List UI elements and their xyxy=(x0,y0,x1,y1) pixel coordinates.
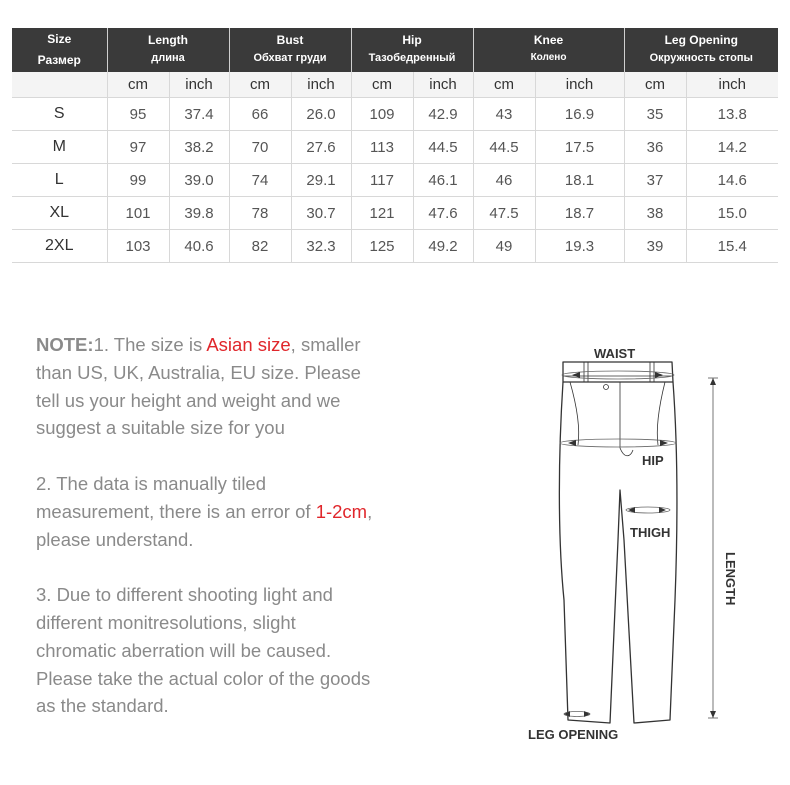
table-cell: 47.5 xyxy=(473,197,535,230)
waist-label: WAIST xyxy=(594,346,636,361)
table-cell: 78 xyxy=(229,197,291,230)
table-cell: 99 xyxy=(107,164,169,197)
table-cell: 36 xyxy=(624,131,686,164)
size-note xyxy=(36,331,376,748)
table-cell: 14.2 xyxy=(686,131,778,164)
pants-measurement-diagram xyxy=(520,340,780,750)
table-cell: 117 xyxy=(351,164,413,197)
hip-measure xyxy=(560,439,676,447)
size-label: S xyxy=(12,98,107,131)
note-paragraph-1 xyxy=(36,331,376,442)
hip-header-ru: Тазобедренный xyxy=(351,50,473,72)
unit-cell: inch xyxy=(413,72,473,98)
table-row xyxy=(12,197,778,230)
size-chart-table xyxy=(12,28,778,263)
table-cell: 15.0 xyxy=(686,197,778,230)
header-row-russian xyxy=(12,50,778,72)
unit-cell: cm xyxy=(229,72,291,98)
knee-header-ru: Колено xyxy=(473,50,624,72)
unit-cell: inch xyxy=(686,72,778,98)
table-cell: 39 xyxy=(624,230,686,263)
table-cell: 38.2 xyxy=(169,131,229,164)
size-header-ru: Размер xyxy=(37,53,81,67)
note-paragraph-2 xyxy=(36,470,376,553)
table-cell: 40.6 xyxy=(169,230,229,263)
thigh-measure xyxy=(626,507,670,513)
bust-header: Bust xyxy=(229,28,351,50)
unit-cell-empty xyxy=(12,72,107,98)
waist-measure xyxy=(562,371,674,379)
table-cell: 19.3 xyxy=(535,230,624,263)
table-row xyxy=(12,230,778,263)
note-text: , smaller than US, UK, Australia, EU size. Please tell us your height and weight and we suggest a suitable size for you xyxy=(36,334,361,439)
knee-header: Knee xyxy=(473,28,624,50)
table-cell: 46.1 xyxy=(413,164,473,197)
table-cell: 14.6 xyxy=(686,164,778,197)
table-cell: 27.6 xyxy=(291,131,351,164)
note-text: 1. The size is xyxy=(93,334,207,355)
table-cell: 66 xyxy=(229,98,291,131)
note-text: 2. The data is manually tiled measurement, there is an error of xyxy=(36,472,316,522)
length-label: LENGTH xyxy=(723,552,738,606)
size-label: M xyxy=(12,131,107,164)
table-cell: 18.7 xyxy=(535,197,624,230)
bust-header-ru: Обхват груди xyxy=(229,50,351,72)
unit-cell: inch xyxy=(535,72,624,98)
pants-outline xyxy=(559,362,677,723)
unit-cell: cm xyxy=(473,72,535,98)
size-header-en: Size xyxy=(47,32,72,46)
table-cell: 30.7 xyxy=(291,197,351,230)
length-measure xyxy=(708,378,718,718)
unit-cell: cm xyxy=(107,72,169,98)
asian-size-highlight: Asian size xyxy=(206,334,291,355)
length-header-ru: длина xyxy=(107,50,229,72)
table-cell: 74 xyxy=(229,164,291,197)
hip-label: HIP xyxy=(642,453,664,468)
table-cell: 18.1 xyxy=(535,164,624,197)
table-cell: 35 xyxy=(624,98,686,131)
table-cell: 26.0 xyxy=(291,98,351,131)
table-cell: 29.1 xyxy=(291,164,351,197)
table-row xyxy=(12,131,778,164)
unit-cell: inch xyxy=(291,72,351,98)
hip-header: Hip xyxy=(351,28,473,50)
size-label: XL xyxy=(12,197,107,230)
units-row xyxy=(12,72,778,98)
table-cell: 103 xyxy=(107,230,169,263)
table-cell: 37.4 xyxy=(169,98,229,131)
table-cell: 49 xyxy=(473,230,535,263)
table-cell: 101 xyxy=(107,197,169,230)
table-cell: 16.9 xyxy=(535,98,624,131)
table-cell: 39.8 xyxy=(169,197,229,230)
note-label: NOTE: xyxy=(36,334,94,355)
table-row xyxy=(12,164,778,197)
error-range-highlight: 1-2cm xyxy=(315,500,368,522)
table-cell: 70 xyxy=(229,131,291,164)
length-header: Length xyxy=(107,28,229,50)
size-header xyxy=(12,28,107,72)
table-cell: 44.5 xyxy=(413,131,473,164)
table-cell: 121 xyxy=(351,197,413,230)
table-row xyxy=(12,98,778,131)
table-cell: 42.9 xyxy=(413,98,473,131)
table-cell: 125 xyxy=(351,230,413,263)
table-cell: 44.5 xyxy=(473,131,535,164)
table-cell: 37 xyxy=(624,164,686,197)
table-cell: 17.5 xyxy=(535,131,624,164)
thigh-label: THIGH xyxy=(630,525,671,540)
leg-opening-header-ru: Окружность стопы xyxy=(624,50,778,72)
table-cell: 46 xyxy=(473,164,535,197)
leg-opening-measure xyxy=(564,711,590,717)
table-cell: 95 xyxy=(107,98,169,131)
table-cell: 109 xyxy=(351,98,413,131)
leg-opening-label: LEG OPENING xyxy=(528,727,619,742)
table-cell: 13.8 xyxy=(686,98,778,131)
unit-cell: cm xyxy=(624,72,686,98)
header-row-english xyxy=(12,28,778,50)
table-cell: 43 xyxy=(473,98,535,131)
table-cell: 113 xyxy=(351,131,413,164)
table-cell: 97 xyxy=(107,131,169,164)
leg-opening-header: Leg Opening xyxy=(624,28,778,50)
table-cell: 32.3 xyxy=(291,230,351,263)
unit-cell: inch xyxy=(169,72,229,98)
size-label: L xyxy=(12,164,107,197)
table-cell: 49.2 xyxy=(413,230,473,263)
table-cell: 38 xyxy=(624,197,686,230)
table-cell: 47.6 xyxy=(413,197,473,230)
table-cell: 15.4 xyxy=(686,230,778,263)
size-label: 2XL xyxy=(12,230,107,263)
note-text: , please understand. xyxy=(36,500,373,550)
table-cell: 82 xyxy=(229,230,291,263)
unit-cell: cm xyxy=(351,72,413,98)
table-cell: 39.0 xyxy=(169,164,229,197)
note-paragraph-3: 3. Due to different shooting light and different monitresolutions, slight chromatic aberration will be caused. Please take the actual color of the goods as the standard. xyxy=(36,584,371,717)
